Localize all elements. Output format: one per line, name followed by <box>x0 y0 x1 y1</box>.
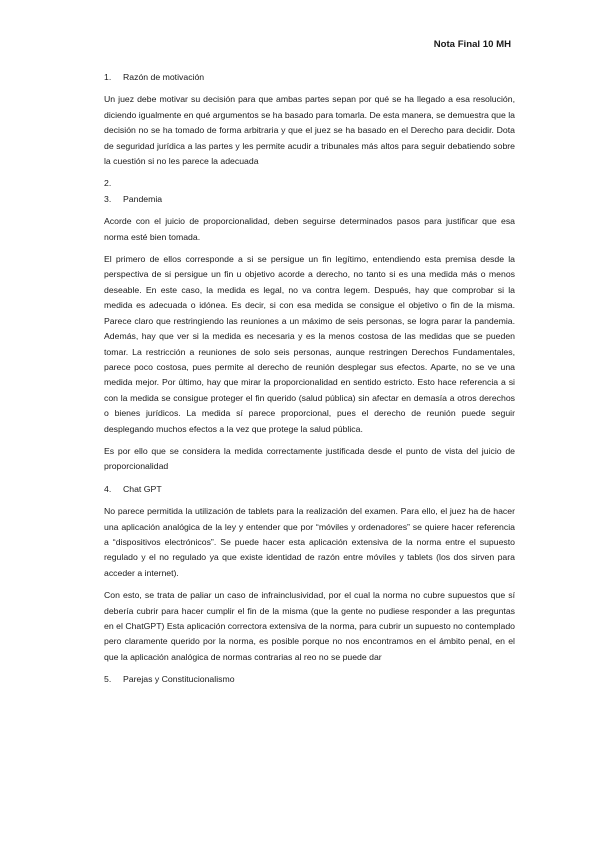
section-heading-2 <box>104 176 515 191</box>
paragraph: Con esto, se trata de paliar un caso de infrainclusividad, por el cual la norma no cubre supuestos que sí debería cubrir para hacer cumplir el fin de la misma (que la gente no pudiese responder a las preguntas en el ChatGPT) Esta aplicación correctora extensiva de la norma, para cubrir un supuesto no contemplado pero claramente querido por la norma, es posible porque no nos encontramos en el ámbito penal, en el que la aplicación analógica de normas contrarias al reo no se puede dar <box>104 590 515 662</box>
section-number: 2. <box>104 178 112 189</box>
document-body <box>104 70 515 695</box>
paragraph: El primero de ellos corresponde a si se persigue un fin legítimo, entendiendo esta premisa desde la perspectiva de si persigue un fin u objetivo acorde a derecho, no tanto si es una medida más o menos deseable. En este caso, la medida es legal, no va contra legem. Después, hay que comprobar si la medida es adecuada o idónea. Es decir, si con esa medida se consigue el objetivo o fin de la misma. Parece claro que restringiendo las reuniones a un máximo de seis personas, se logra parar la pandemia. Además, hay que ver si la medida es necesaria y es la menos costosa de las medidas que se pueden tomar. La restricción a reuniones de solo seis personas, aunque restringen Derechos Fundamentales, parece poco costosa, pues permite al derecho de reunión desplegar sus efectos. Aparte, no se ve una medida mejor. Por último, hay que mirar la proporcionalidad en sentido estricto. Esto hace referencia a si con la medida se consigue proteger el fin querido (salud pública) sin afectar en demasía a otros derechos o bienes jurídicos. La medida sí parece proporcional, pues el derecho de reunión puede seguir desplegando muchos efectos a la vez que protege la salud pública. <box>104 254 515 434</box>
paragraph: Es por ello que se considera la medida correctamente justificada desde el punto de vista del juicio de proporcionalidad <box>104 445 515 472</box>
section-number: 5. <box>104 674 112 685</box>
section-heading-3 <box>104 192 515 207</box>
section-title: Chat GPT <box>123 483 162 494</box>
section-number: 1. <box>104 72 112 82</box>
paragraph: Acorde con el juicio de proporcionalidad, deben seguirse determinados pasos para justificar que esa norma esté bien tomada. <box>104 216 515 242</box>
section-heading-1 <box>104 70 515 85</box>
page-header-title: Nota Final 10 MH <box>433 39 511 50</box>
paragraph: No parece permitida la utilización de tablets para la realización del examen. Para ello, el juez ha de hacer una aplicación analógica de la ley y entender que por “móviles y ordenadores” se quiere hacer referencia a “dispositivos electrónicos”. Se puede hacer esta aplicación extensiva de la norma entre el supuesto regulado y el no regulado ya que existe identidad de razón entre móviles y tablets (los dos sirven para acceder a internet). <box>104 506 515 578</box>
paragraph: Un juez debe motivar su decisión para que ambas partes sepan por qué se ha llegado a esa resolución, diciendo igualmente en qué argumentos se ha basado para tomarla. De esta manera, se demuestra que la decisión no se ha tomado de forma arbitraria y que el juez se ha basado en el Derecho para decidir. Dota de seguridad jurídica a las partes y les permite acudir a tribunales más altos para seguir debatiendo sobre la cuestión si no les parece la adecuada <box>104 94 515 167</box>
section-title: Parejas y Constitucionalismo <box>123 674 235 685</box>
section-heading-5 <box>104 672 515 687</box>
section-title: Razón de motivación <box>123 72 205 82</box>
section-number: 4. <box>104 483 112 494</box>
section-number: 3. <box>104 193 112 204</box>
section-heading-4 <box>104 482 515 497</box>
section-title: Pandemia <box>123 193 163 204</box>
